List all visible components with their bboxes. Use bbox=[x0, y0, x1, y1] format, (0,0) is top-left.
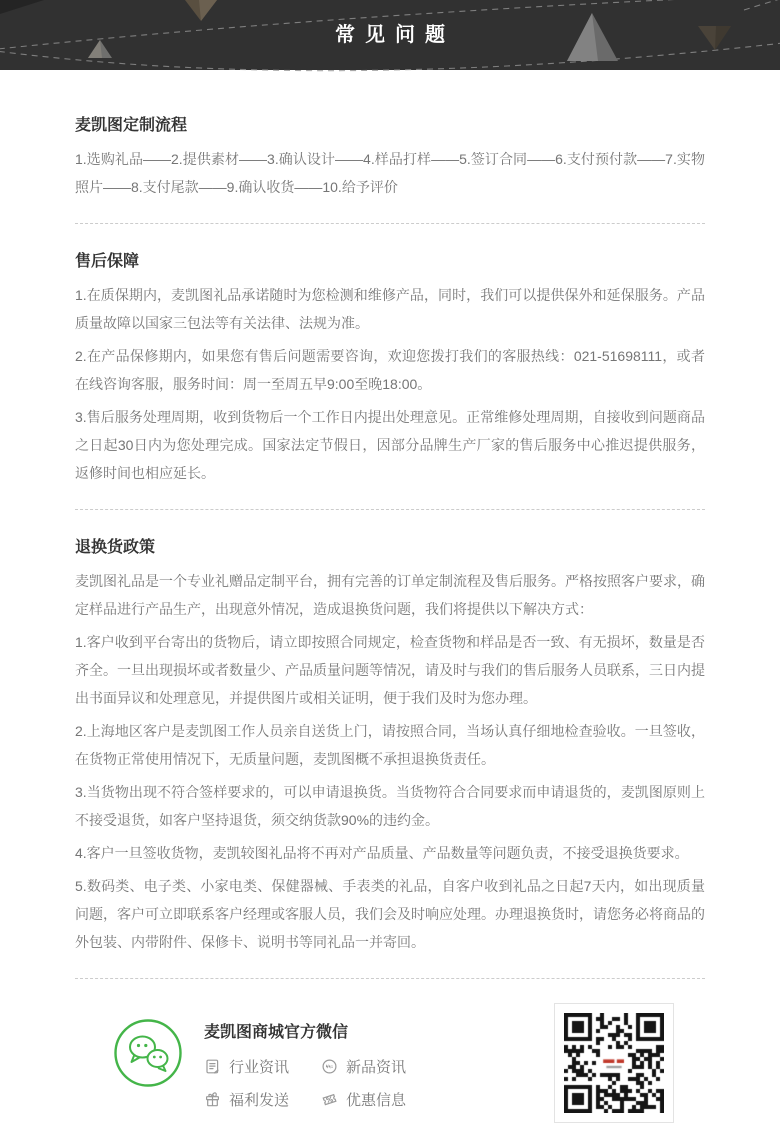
section-paragraph: 1.选购礼品——2.提供素材——3.确认设计——4.样品打样——5.签订合同——6.支付预付款——7.实物照片——8.支付尾款——9.确认收货——10.给予评价 bbox=[75, 151, 705, 195]
dashed-divider bbox=[75, 223, 705, 224]
feature-gift bbox=[204, 1089, 289, 1110]
section-paragraph: 3.当货物出现不符合签样要求的，可以申请退换货。当货物符合合同要求而申请退货的，麦凯图原则上不接受退货，如客户坚持退货，须交纳货款90%的违约金。 bbox=[75, 784, 705, 828]
wechat-feature-list bbox=[204, 1056, 406, 1110]
section-title: 售后保障 bbox=[75, 253, 140, 270]
section-after-sales bbox=[75, 248, 705, 487]
wechat-qr-frame bbox=[554, 1003, 674, 1123]
section-paragraph: 1.客户收到平台寄出的货物后，请立即按照合同规定，检查货物和样品是否一致、有无损坏，数量是否齐全。一旦出现损坏或者数量少、产品质量问题等情况，请及时与我们的售后服务人员联系，三日内提出书面异议和处理意见，并提供图片或相关证明，便于我们及时为您办理。 bbox=[75, 634, 705, 706]
wechat-icon bbox=[112, 1017, 184, 1110]
coupon-icon bbox=[321, 1091, 338, 1108]
feature-new-arrivals bbox=[321, 1056, 406, 1077]
section-paragraph: 3.售后服务处理周期，收到货物后一个工作日内提出处理意见。正常维修处理周期，自接收到问题商品之日起30日内为您处理完成。国家法定节假日，因部分品牌生产厂家的售后服务中心推迟提供服务，返修时间也相应延长。 bbox=[75, 409, 705, 481]
section-title: 退换货政策 bbox=[75, 539, 156, 556]
gift-icon bbox=[204, 1091, 221, 1108]
new-arrivals-icon bbox=[321, 1058, 338, 1075]
page-title: 常见问题 bbox=[335, 24, 455, 46]
section-paragraph: 2.上海地区客户是麦凯图工作人员亲自送货上门，请按照合同，当场认真仔细地检查验收。一旦签收，在货物正常使用情况下，无质量问题，麦凯图概不承担退换货责任。 bbox=[75, 723, 705, 767]
feature-industry-news bbox=[204, 1056, 289, 1077]
feature-label: 福利发送 bbox=[229, 1092, 290, 1109]
feature-label: 优惠信息 bbox=[346, 1092, 407, 1109]
industry-news-icon bbox=[204, 1058, 221, 1075]
section-custom-process bbox=[75, 112, 705, 201]
feature-label: 行业资讯 bbox=[229, 1059, 290, 1076]
section-title: 麦凯图定制流程 bbox=[75, 117, 188, 134]
section-paragraph: 5.数码类、电子类、小家电类、保健器械、手表类的礼品，自客户收到礼品之日起7天内，如出现质量问题，客户可立即联系客户经理或客服人员，我们会及时响应处理。办理退换货时，请您务必将商品的外包装、内带附件、保修卡、说明书等同礼品一并寄回。 bbox=[75, 878, 705, 950]
dashed-divider bbox=[75, 509, 705, 510]
page-header bbox=[0, 0, 780, 70]
feature-coupon bbox=[321, 1089, 406, 1110]
section-paragraph: 1.在质保期内，麦凯图礼品承诺随时为您检测和维修产品，同时，我们可以提供保外和延保服务。产品质量故障以国家三包法等有关法律、法规为准。 bbox=[75, 287, 705, 331]
section-paragraph: 麦凯图礼品是一个专业礼赠品定制平台，拥有完善的订单定制流程及售后服务。严格按照客户要求，确定样品进行产品生产，出现意外情况，造成退换货问题，我们将提供以下解决方式： bbox=[75, 573, 705, 617]
section-return-policy bbox=[75, 534, 705, 956]
section-paragraph: 2.在产品保修期内，如果您有售后问题需要咨询，欢迎您拨打我们的客服热线：021-51698111，或者在线咨询客服，服务时间：周一至周五早9:00至晚18:00。 bbox=[75, 348, 705, 392]
wechat-account-title: 麦凯图商城官方微信 bbox=[204, 1024, 349, 1041]
section-paragraph: 4.客户一旦签收货物，麦凯较图礼品将不再对产品质量、产品数量等问题负责，不接受退换货要求。 bbox=[75, 845, 689, 861]
feature-label: 新品资讯 bbox=[346, 1059, 407, 1076]
wechat-footer bbox=[0, 979, 780, 1123]
wechat-qr-code bbox=[564, 1013, 664, 1113]
faq-content bbox=[0, 112, 780, 979]
